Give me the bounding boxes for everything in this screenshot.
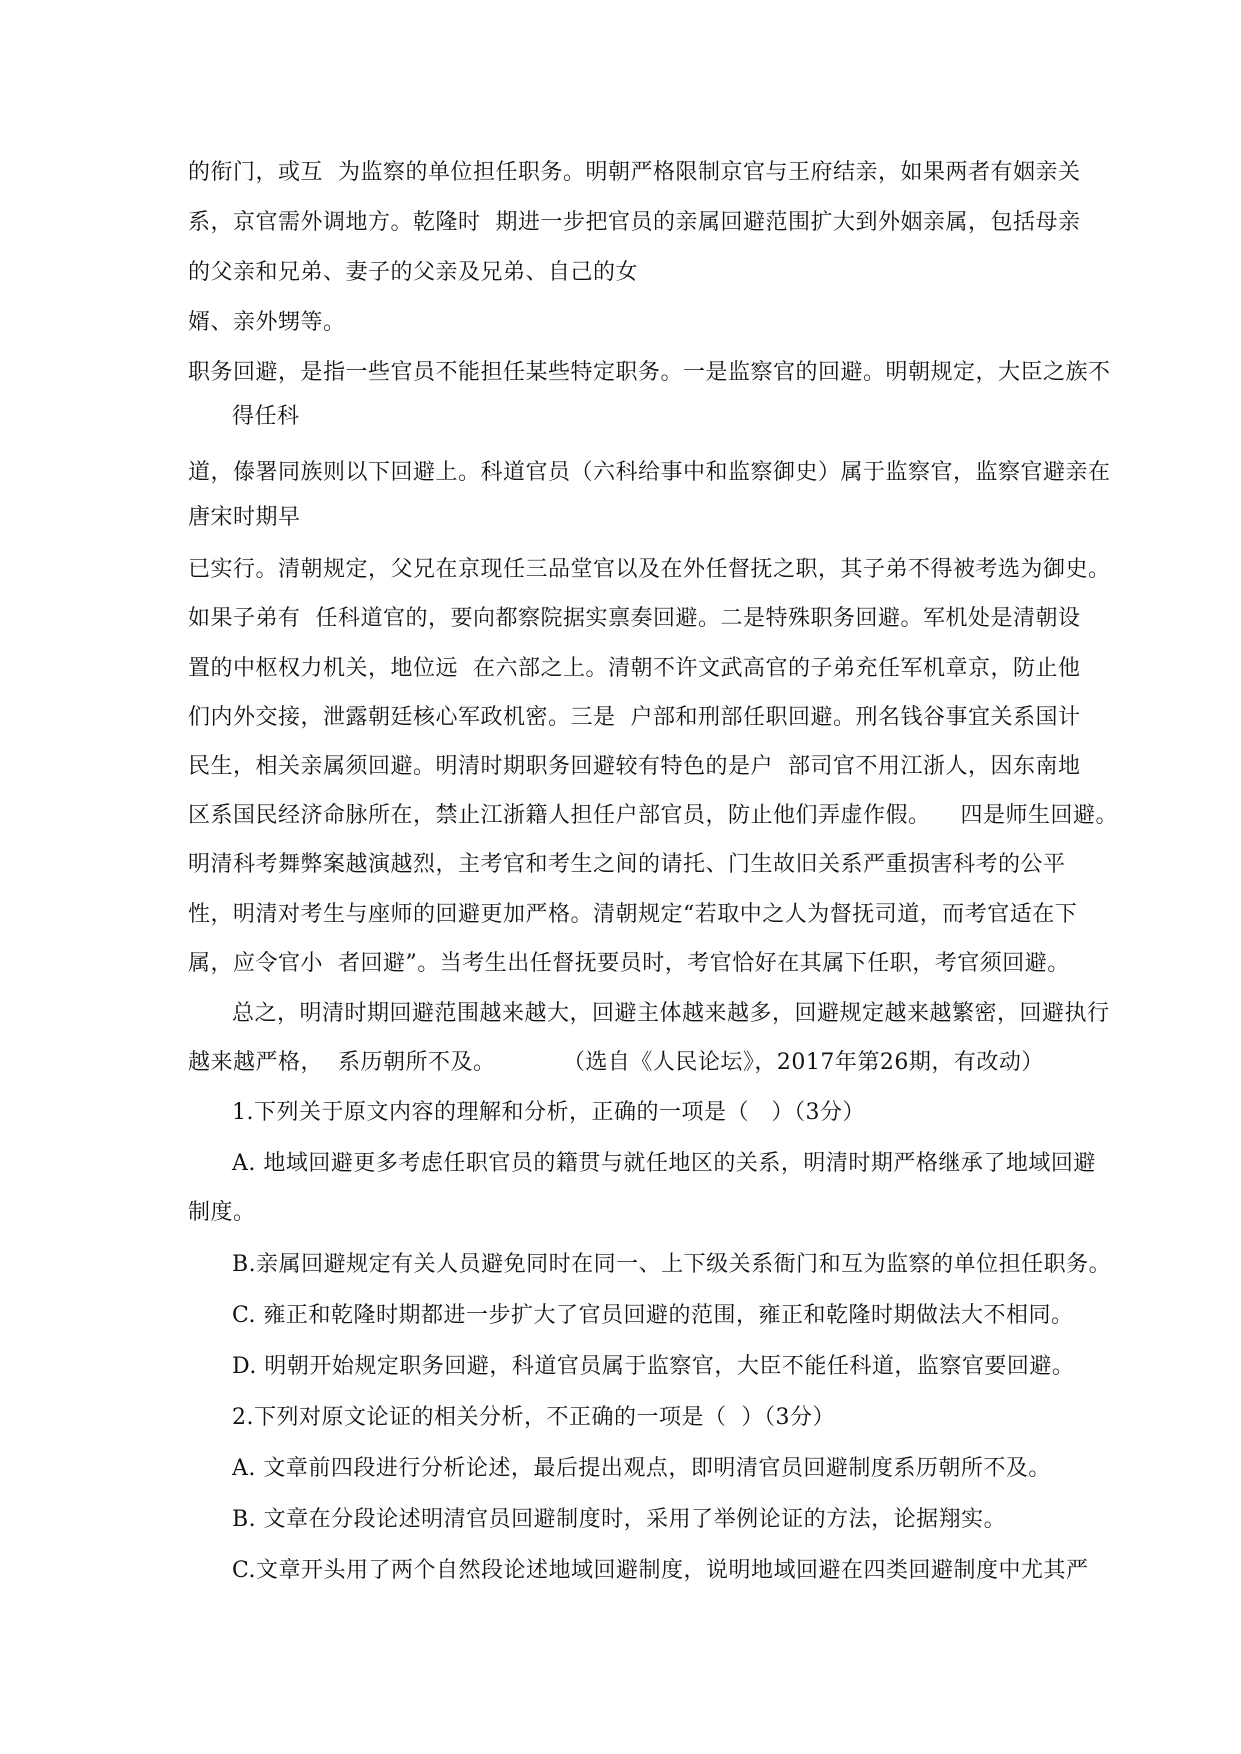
text-line: 性，明清对考生与座师的回避更加严格。清朝规定“若取中之人为督抚司道，而考官适在下 (188, 902, 1078, 927)
option-b: B.亲属回避规定有关人员避免同时在同一、上下级关系衙门和互为监察的单位担任职务。 (232, 1252, 1112, 1277)
text-line: 越来越严格， 系历朝所不及。 （选自《人民论坛》，2017年第26期，有改动） (188, 1050, 1044, 1075)
text-line: 总之，明清时期回避范围越来越大，回避主体越来越多，回避规定越来越繁密，回避执行 (232, 1001, 1110, 1026)
text-line: 明清科考舞弊案越演越烈，主考官和考生之间的请托、门生故旧关系严重损害科考的公平 (188, 852, 1066, 877)
text-line: 制度。 (188, 1200, 256, 1225)
text-line: 道，傣署同族则以下回避上。科道官员（六科给事中和监察御史）属于监察官，监察官避亲在 (188, 460, 1111, 485)
text-line: 属，应令官小 者回避”。当考生出任督抚要员时，考官恰好在其属下任职，考官须回避。 (188, 951, 1070, 976)
text-line: 如果子弟有 任科道官的，要向都察院据实禀奏回避。二是特殊职务回避。军机处是清朝设 (188, 606, 1081, 631)
text-line: 们内外交接，泄露朝廷核心军政机密。三是 户部和刑部任职回避。刑名钱谷事宜关系国计 (188, 705, 1081, 730)
text-line: 婿、亲外甥等。 (188, 310, 346, 335)
text-line: 职务回避，是指一些官员不能担任某些特定职务。一是监察官的回避。明朝规定，大臣之族不 (188, 360, 1111, 385)
option-b: B. 文章在分段论述明清官员回避制度时，采用了举例论证的方法，论据翔实。 (232, 1507, 1007, 1532)
text-line: 的衔门，或互 为监察的单位担任职务。明朝严格限制京官与王府结亲，如果两者有姻亲关 (188, 160, 1081, 185)
question-2-stem: 2.下列对原文论证的相关分析，不正确的一项是（ ）（3分） (232, 1405, 835, 1430)
text-line: 民生，相关亲属须回避。明清时期职务回避较有特色的是户 部司官不用江浙人，因东南地 (188, 754, 1081, 779)
text-line: 区系国民经济命脉所在，禁止江浙籍人担任户部官员，防止他们弄虚作假。 四是师生回避。 (188, 803, 1118, 828)
text-line: 的父亲和兄弟、妻子的父亲及兄弟、自己的女 (188, 260, 639, 285)
text-line: 置的中枢权力机关，地位远 在六部之上。清朝不许文武高官的子弟充任军机章京，防止他 (188, 656, 1081, 681)
text-line: 系，京官需外调地方。乾隆时 期进一步把官员的亲属回避范围扩大到外姻亲属，包括母亲 (188, 210, 1081, 235)
text-line: 得任科 (232, 404, 300, 429)
option-a: A. 文章前四段进行分析论述，最后提出观点，即明清官员回避制度系历朝所不及。 (232, 1456, 1051, 1481)
option-c: C. 雍正和乾隆时期都进一步扩大了官员回避的范围，雍正和乾隆时期做法大不相同。 (232, 1303, 1074, 1328)
option-a: A. 地域回避更多考虑任职官员的籍贯与就任地区的关系，明清时期严格继承了地域回避 (232, 1151, 1096, 1176)
question-1-stem: 1.下列关于原文内容的理解和分析，正确的一项是（ ）（3分） (232, 1100, 865, 1125)
text-line: 唐宋时期早 (188, 505, 301, 530)
text-line: 已实行。清朝规定，父兄在京现任三品堂官以及在外任督抚之职，其子弟不得被考选为御史。 (188, 557, 1111, 582)
option-c: C.文章开头用了两个自然段论述地域回避制度，说明地域回避在四类回避制度中尤其严 (232, 1558, 1089, 1583)
option-d: D. 明朝开始规定职务回避，科道官员属于监察官，大臣不能任科道，监察官要回避。 (232, 1354, 1075, 1379)
